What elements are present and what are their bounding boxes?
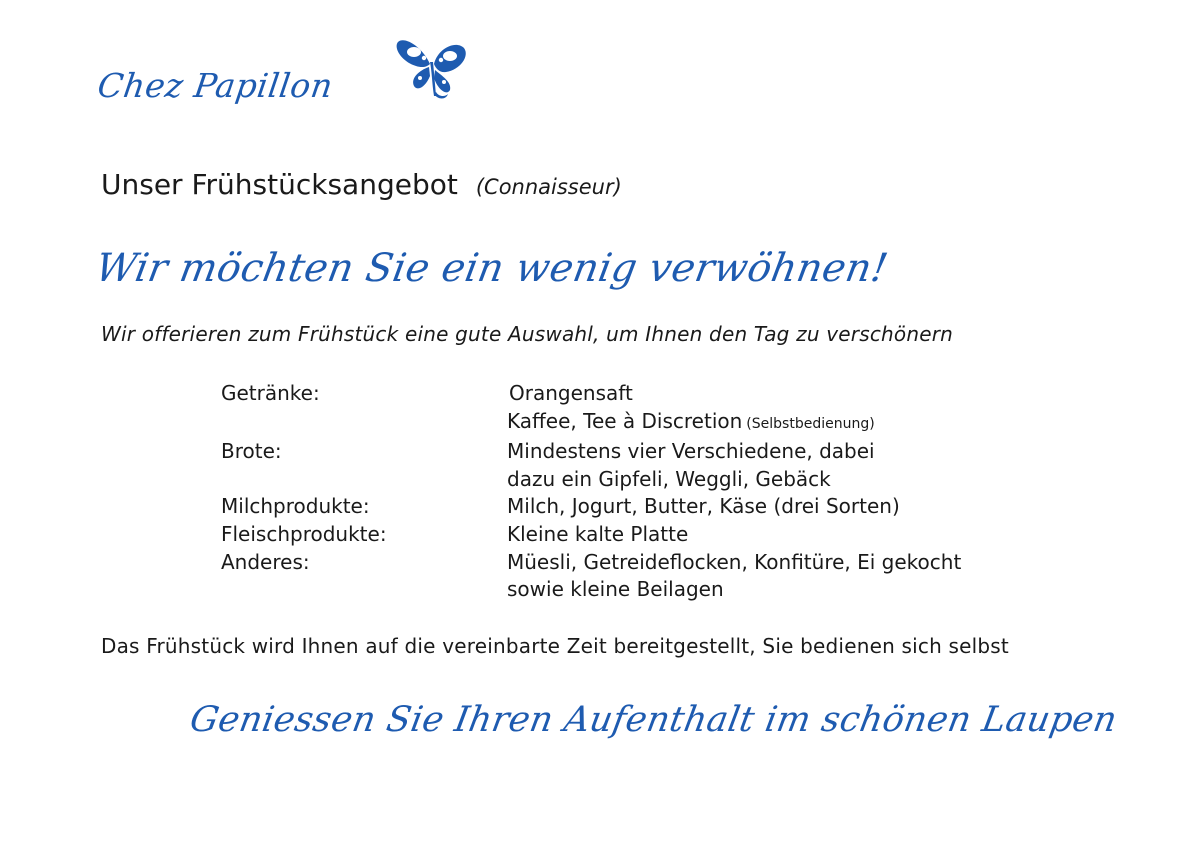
menu-item: sowie kleine Beilagen: [507, 577, 724, 602]
menu-item: Mindestens vier Verschiedene, dabei: [507, 439, 875, 464]
page-subtitle: (Connaisseur): [475, 175, 622, 199]
menu-label: Anderes:: [221, 549, 310, 574]
menu-label: Getränke:: [221, 381, 320, 405]
closing-line: Geniessen Sie Ihren Aufenthalt im schönen Laupen: [186, 700, 1121, 740]
intro-text: Wir offerieren zum Frühstück eine gute Auswahl, um Ihnen den Tag zu verschönern: [101, 322, 954, 346]
brand-name: Chez Papillon: [95, 66, 336, 105]
menu-label: Brote:: [221, 439, 282, 464]
menu-item-with-note: [507, 408, 1081, 439]
menu-row-brote: [221, 438, 1081, 493]
page-title-text: Unser Frühstücksangebot: [101, 168, 458, 201]
butterfly-icon: [394, 34, 470, 102]
menu-item: Kaffee, Tee à Discretion: [507, 408, 743, 433]
menu-row-fleischprodukte: [221, 521, 1081, 549]
menu-item: Milch, Jogurt, Butter, Käse (drei Sorten): [507, 494, 900, 519]
menu-row-getraenke: [221, 380, 1081, 438]
menu-note: (Selbstbedienung): [746, 415, 875, 432]
menu-item: dazu ein Gipfeli, Weggli, Gebäck: [507, 466, 831, 491]
slogan: Wir möchten Sie ein wenig verwöhnen!: [92, 246, 892, 291]
menu-item: Müesli, Getreideflocken, Konfitüre, Ei gekocht: [507, 549, 962, 574]
menu-row-milchprodukte: [221, 493, 1081, 521]
menu-item: Orangensaft: [509, 381, 633, 405]
menu-label: Fleischprodukte:: [221, 521, 387, 546]
breakfast-menu: [221, 380, 1081, 604]
menu-row-anderes: [221, 549, 1081, 604]
menu-item: Kleine kalte Platte: [507, 521, 689, 546]
menu-label: Milchprodukte:: [221, 494, 370, 519]
page-title: [101, 168, 622, 201]
service-note: Das Frühstück wird Ihnen auf die vereinbarte Zeit bereitgestellt, Sie bedienen sich selbst: [101, 634, 1009, 658]
